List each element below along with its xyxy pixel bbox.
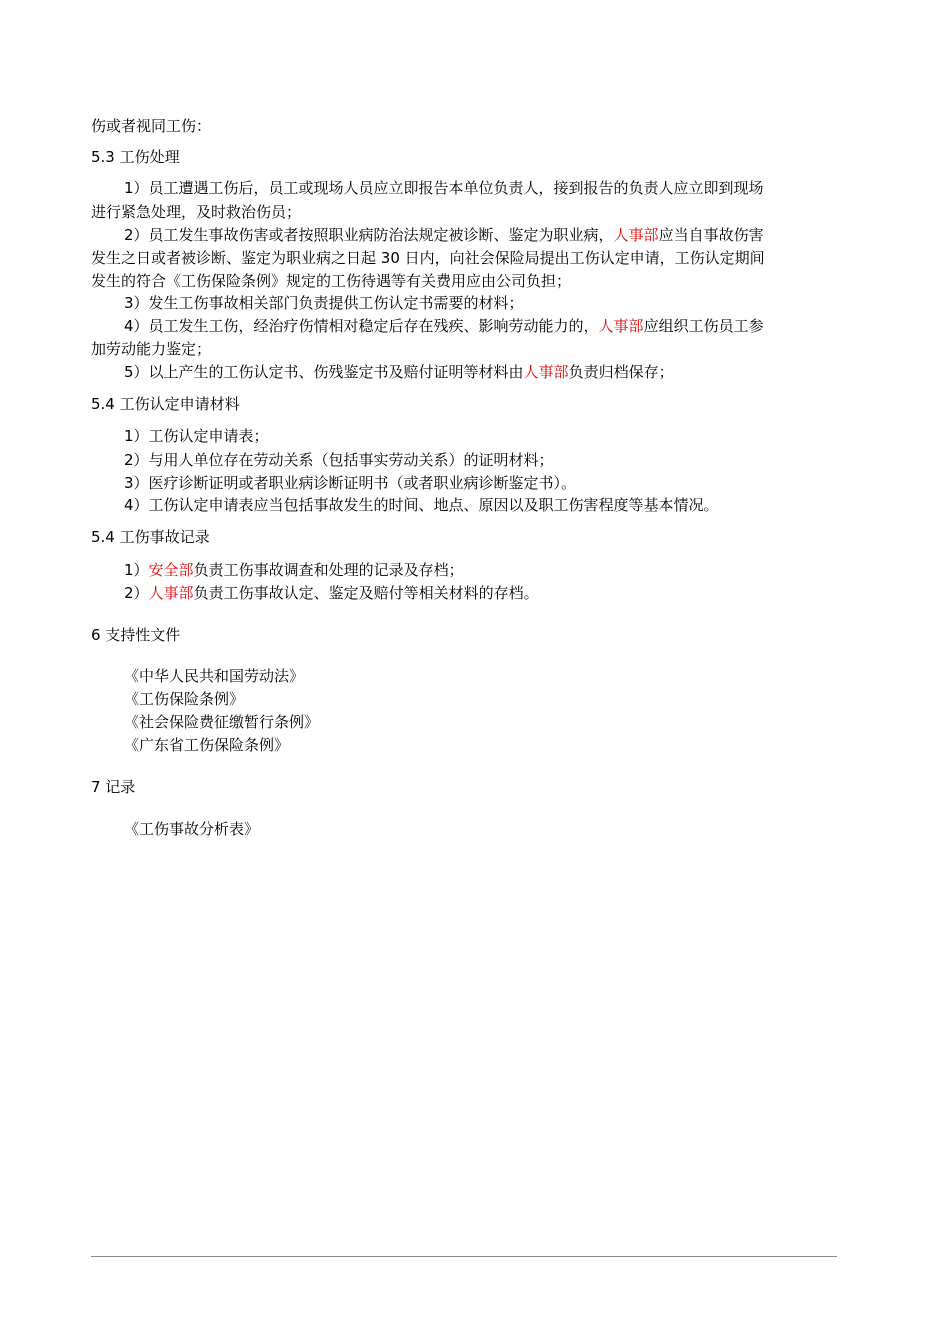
supporting-doc: 《社会保险费征缴暂行条例》: [124, 713, 320, 731]
supporting-doc: 《中华人民共和国劳动法》: [124, 667, 305, 685]
hr-dept-highlight: 人事部: [613, 226, 659, 244]
s53-item5: [124, 362, 674, 382]
supporting-doc: 《工伤保险条例》: [124, 690, 245, 708]
s53-item2-line3: 发生的符合《工伤保险条例》规定的工伤待遇等有关费用应由公司负担；: [91, 272, 572, 290]
s53-item2-line1: [124, 225, 764, 245]
hr-dept-highlight: 人事部: [598, 317, 644, 335]
s54b-item1-text: 负责工伤事故调查和处理的记录及存档；: [193, 561, 464, 579]
s53-item4-line2: 加劳动能力鉴定；: [91, 340, 212, 358]
section-5-4-records-heading: 5.4 工伤事故记录: [91, 528, 210, 546]
s54a-item: 3）医疗诊断证明或者职业病诊断证明书（或者职业病诊断鉴定书）。: [124, 474, 577, 492]
s53-item5-text: 5）以上产生的工伤认定书、伤残鉴定书及赔付证明等材料由: [124, 363, 524, 381]
s53-item2-line2: 发生之日或者被诊断、鉴定为职业病之日起 30 日内，向社会保险局提出工伤认定申请，工伤认定期间: [91, 249, 765, 267]
s53-item4-text: 4）员工发生工伤，经治疗伤情相对稳定后存在残疾、影响劳动能力的，: [124, 317, 599, 335]
s53-item1-line1: 1）员工遭遇工伤后，员工或现场人员应立即报告本单位负责人，接到报告的负责人应立即到现场: [124, 179, 764, 197]
footer-divider: [91, 1256, 837, 1257]
hr-dept-highlight: 人事部: [523, 363, 569, 381]
section-5-3-heading: 5.3 工伤处理: [91, 148, 180, 166]
record-doc: 《工伤事故分析表》: [124, 820, 260, 838]
s53-item3: 3）发生工伤事故相关部门负责提供工伤认定书需要的材料；: [124, 294, 524, 312]
s53-item1-line2: 进行紧急处理，及时救治伤员；: [91, 203, 302, 221]
s53-item4-text-tail: 应组织工伤员工参: [643, 317, 764, 335]
safety-dept-highlight: 安全部: [148, 561, 194, 579]
s53-item5-text-tail: 负责归档保存；: [568, 363, 674, 381]
s53-item4-line1: [124, 316, 764, 336]
s54a-item: 2）与用人单位存在劳动关系（包括事实劳动关系）的证明材料；: [124, 451, 554, 469]
s53-item2-text-tail: 应当自事故伤害: [658, 226, 764, 244]
s53-item2-text: 2）员工发生事故伤害或者按照职业病防治法规定被诊断、鉴定为职业病，: [124, 226, 614, 244]
section-5-4-heading: 5.4 工伤认定申请材料: [91, 395, 240, 413]
s54b-item1: [124, 560, 464, 580]
s54b-item2-text: 负责工伤事故认定、鉴定及赔付等相关材料的存档。: [193, 584, 539, 602]
supporting-doc: 《广东省工伤保险条例》: [124, 736, 290, 754]
s54a-item: 1）工伤认定申请表；: [124, 427, 269, 445]
s54b-item1-num: 1）: [124, 561, 149, 579]
s54b-item2-num: 2）: [124, 584, 149, 602]
hr-dept-highlight: 人事部: [148, 584, 194, 602]
s54a-item: 4）工伤认定申请表应当包括事故发生的时间、地点、原因以及职工伤害程度等基本情况。: [124, 496, 719, 514]
s54b-item2: [124, 583, 539, 603]
intro-line: 伤或者视同工伤：: [91, 117, 212, 135]
section-6-heading: 6 支持性文件: [91, 626, 181, 644]
section-7-heading: 7 记录: [91, 778, 136, 796]
